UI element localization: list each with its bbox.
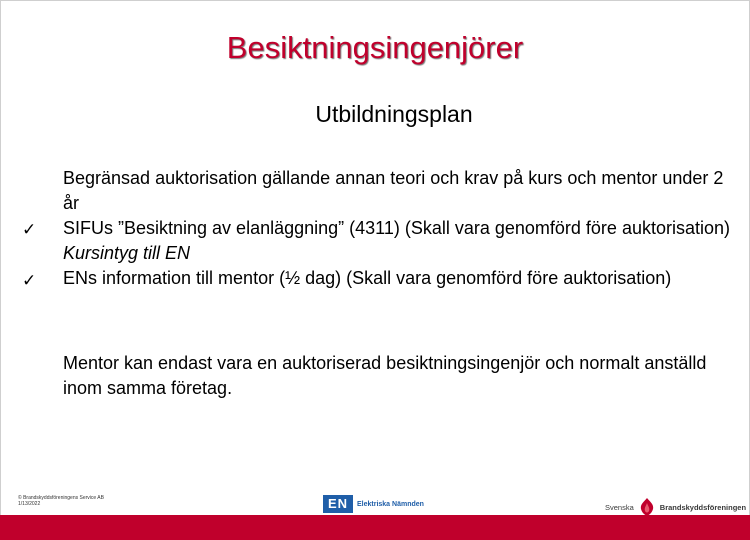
brandskyddsforeningen-logo bbox=[605, 497, 746, 517]
copyright-text: © Brandskyddsföreningens Service AB bbox=[18, 495, 104, 501]
footer-accent-bar bbox=[0, 515, 750, 540]
sbf-logo-text-left: Svenska bbox=[605, 502, 634, 512]
sbf-logo-text-right: Brandskyddsföreningen bbox=[659, 502, 747, 512]
en-logo-text: Elektriska Nämnden bbox=[357, 500, 424, 508]
intro-and-list bbox=[63, 166, 733, 291]
closing-paragraph: Mentor kan endast vara en auktoriserad besiktningsingenjör och normalt anställd inom samma företag. bbox=[63, 353, 707, 398]
intro-line: Begränsad auktorisation gällande annan teori och krav på kurs och mentor under 2 år bbox=[63, 168, 724, 213]
footer-date: 1/13/2022 bbox=[18, 501, 41, 507]
check-icon: ✓ bbox=[22, 220, 37, 240]
flame-icon bbox=[634, 497, 660, 517]
list-item-1-emphasis: Kursintyg till EN bbox=[63, 243, 191, 263]
footer-copyright bbox=[18, 495, 104, 507]
slide-title: Besiktningsingenjörer bbox=[226, 30, 524, 65]
check-icon: ✓ bbox=[22, 271, 37, 291]
slide-subtitle: Utbildningsplan bbox=[315, 101, 473, 127]
en-logo-mark: EN bbox=[323, 495, 353, 513]
list-item-1-text: SIFUs ”Besiktning av elanläggning” (4311) (Skall vara genomförd före auktorisation) bbox=[63, 218, 730, 238]
list-item-2-text: ENs information till mentor (½ dag) (Skall vara genomförd före auktorisation) bbox=[63, 268, 672, 288]
en-logo bbox=[323, 495, 424, 513]
